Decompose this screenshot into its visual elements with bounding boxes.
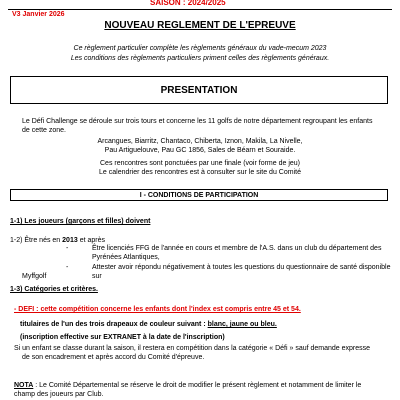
presentation-heading-text: PRESENTATION [160,84,238,96]
subsection-1-3: 1-3) Catégories et critères. [10,286,98,293]
flags-line [20,320,277,329]
nota-text: : Le Comité Départemental se réserve le droit de modifier le présent règlement et notamment de limiter le [33,382,362,389]
bullet-line: Attester avoir répondu négativement à toutes les questions du questionnaire de santé disponible sur [92,264,391,280]
clubs-line: Arcangues, Biarritz, Chantaco, Chiberta, Iznon, Makila, La Nivelle, [97,138,303,145]
page-title: NOUVEAU REGLEMENT DE L'EPREUVE [104,20,296,31]
nota-line [14,381,394,390]
clubs-line: Pau Artiguelouve, Pau GC 1856, Sales de Béarn et Souraide. [104,147,296,154]
paragraph-line: Le Défi Challenge se déroule sur trois tours et concerne les 11 golfs de notre département regroupant les enfants [22,118,373,125]
subsection-1-1: 1-1) Les joueurs (garçons et filles) doivent [10,218,151,225]
flags-prefix: titulaires de l'un des trois drapeaux de couleur suivant : [20,321,206,328]
bullet-line: Être licenciés FFG de l'année en cours et membre de l'A.S. dans un club du département des [92,245,382,252]
header-rule [8,9,392,10]
header-cut-text: SAISON : 2024/2025 [150,0,226,6]
section-heading [10,189,388,201]
bullet-mark: - [66,264,69,271]
paragraph-line: de cette zone. [22,127,66,134]
section-heading-text: I - CONDITIONS DE PARTICIPATION [139,191,259,199]
birth-prefix: 1-2) Être nés en [10,237,61,244]
classified-line: Si un enfant se classe durant la saison, il restera en compétition dans la catégorie « Défi » sauf demande expresse [14,345,371,352]
nota-line: champ des joueurs par Club. [14,391,104,398]
defi-criteria: - DEFI : cette compétition concerne les enfants dont l'index est compris entre 45 et 54. [14,306,301,313]
birth-year: 2013 [62,237,78,244]
presentation-paragraph [22,117,392,135]
nota-label: NOTA [14,382,34,389]
note-line: Ces rencontres sont ponctuées par une finale (voir forme de jeu) [100,160,300,167]
presentation-notes [0,159,400,177]
presentation-heading [10,76,388,104]
intro-line: Ce règlement particulier complète les règlements généraux du vade-mecum 2023 [73,45,327,52]
version-label: V3 Janvier 2026 [12,11,65,18]
clubs-list [0,137,400,155]
bullet-item [92,244,392,262]
bullet-item [92,263,392,281]
intro-line: Les conditions des règlements particuliers priment celles des règlements généraux. [70,55,330,62]
bullet-mark: - [66,245,69,252]
extranet-note: (inscription effective sur EXTRANET à la date de l'inscription) [20,334,225,341]
bullet-continuation: Myffgolf [22,273,47,280]
subsection-1-2 [10,236,105,245]
birth-suffix: et après [79,237,105,244]
flags-colors: blanc, jaune ou bleu. [207,321,277,328]
intro-text [0,44,400,64]
note-line: Le calendrier des rencontres est à consulter sur le site du Comité [99,169,301,176]
nota-block [14,381,394,399]
classified-note [14,344,392,362]
bullet-line: Pyrénées Atlantiques, [92,254,160,261]
classified-line: de son encadrement et après accord du Comité d'épreuve. [22,354,205,361]
